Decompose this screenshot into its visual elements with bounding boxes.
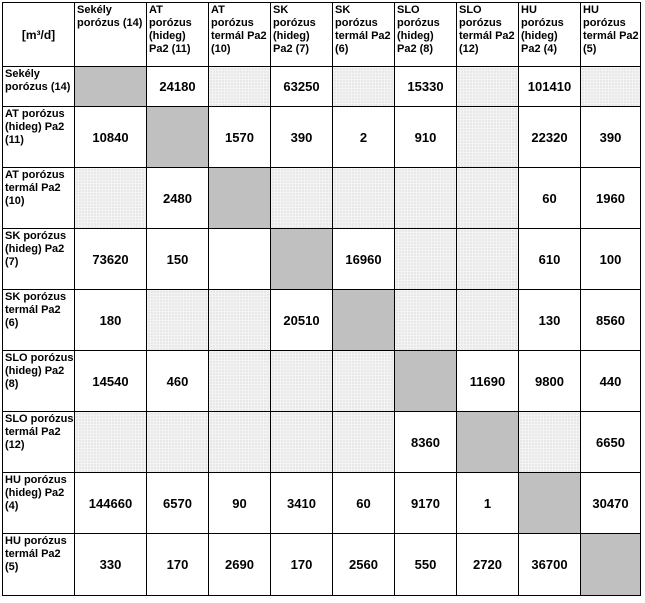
value-cell: 460 [147, 351, 209, 412]
table-row [3, 107, 641, 168]
flow-matrix-table [2, 2, 641, 596]
value-cell: 170 [147, 534, 209, 596]
value-cell: 1960 [581, 168, 641, 229]
value-cell: 73620 [75, 229, 147, 290]
column-header: SLO porózus termál Pa2 (12) [457, 3, 519, 67]
value-cell: 1 [457, 473, 519, 534]
no-data-cell [333, 67, 395, 107]
no-data-cell [333, 351, 395, 412]
value-cell: 6650 [581, 412, 641, 473]
value-cell: 610 [519, 229, 581, 290]
diagonal-cell [457, 412, 519, 473]
value-cell: 10840 [75, 107, 147, 168]
value-cell: 150 [147, 229, 209, 290]
no-data-cell [457, 67, 519, 107]
value-cell: 2720 [457, 534, 519, 596]
no-data-cell [209, 412, 271, 473]
no-data-cell [457, 290, 519, 351]
no-data-cell [75, 412, 147, 473]
value-cell: 14540 [75, 351, 147, 412]
diagonal-cell [395, 351, 457, 412]
column-header: SK porózus (hideg) Pa2 (7) [271, 3, 333, 67]
value-cell: 6570 [147, 473, 209, 534]
no-data-cell [457, 168, 519, 229]
value-cell: 170 [271, 534, 333, 596]
no-data-cell [519, 412, 581, 473]
row-header: Sekély porózus (14) [3, 67, 75, 107]
diagonal-cell [519, 473, 581, 534]
diagonal-cell [75, 67, 147, 107]
no-data-cell [581, 67, 641, 107]
table-row [3, 473, 641, 534]
diagonal-cell [209, 168, 271, 229]
unit-corner-cell: [m³/d] [3, 3, 75, 67]
row-header: AT porózus termál Pa2 (10) [3, 168, 75, 229]
column-header: HU porózus (hideg) Pa2 (4) [519, 3, 581, 67]
value-cell: 9170 [395, 473, 457, 534]
no-data-cell [333, 168, 395, 229]
table-row [3, 168, 641, 229]
no-data-cell [395, 229, 457, 290]
value-cell: 2560 [333, 534, 395, 596]
row-header: HU porózus termál Pa2 (5) [3, 534, 75, 596]
no-data-cell [271, 412, 333, 473]
no-data-cell [333, 412, 395, 473]
value-cell: 16960 [333, 229, 395, 290]
value-cell: 15330 [395, 67, 457, 107]
value-cell: 36700 [519, 534, 581, 596]
value-cell: 8560 [581, 290, 641, 351]
value-cell: 2690 [209, 534, 271, 596]
table-row [3, 67, 641, 107]
value-cell: 2 [333, 107, 395, 168]
header-row [3, 3, 641, 67]
row-header: SLO porózus (hideg) Pa2 (8) [3, 351, 75, 412]
value-cell: 60 [333, 473, 395, 534]
row-header: SK porózus termál Pa2 (6) [3, 290, 75, 351]
diagonal-cell [271, 229, 333, 290]
no-data-cell [395, 168, 457, 229]
value-cell: 2480 [147, 168, 209, 229]
table-row [3, 412, 641, 473]
value-cell: 101410 [519, 67, 581, 107]
value-cell: 9800 [519, 351, 581, 412]
value-cell: 24180 [147, 67, 209, 107]
no-data-cell [395, 290, 457, 351]
no-data-cell [209, 351, 271, 412]
no-data-cell [147, 412, 209, 473]
no-data-cell [457, 107, 519, 168]
value-cell: 330 [75, 534, 147, 596]
no-data-cell [457, 229, 519, 290]
value-cell: 30470 [581, 473, 641, 534]
diagonal-cell [333, 290, 395, 351]
diagonal-cell [147, 107, 209, 168]
value-cell: 60 [519, 168, 581, 229]
value-cell: 1570 [209, 107, 271, 168]
no-data-cell [271, 168, 333, 229]
value-cell: 90 [209, 473, 271, 534]
table-row [3, 290, 641, 351]
column-header: Sekély porózus (14) [75, 3, 147, 67]
row-header: HU porózus (hideg) Pa2 (4) [3, 473, 75, 534]
column-header: SLO porózus (hideg) Pa2 (8) [395, 3, 457, 67]
table-row [3, 229, 641, 290]
value-cell: 390 [271, 107, 333, 168]
value-cell: 8360 [395, 412, 457, 473]
row-header: SK porózus (hideg) Pa2 (7) [3, 229, 75, 290]
value-cell: 20510 [271, 290, 333, 351]
value-cell: 11690 [457, 351, 519, 412]
no-data-cell [271, 351, 333, 412]
table-row [3, 534, 641, 596]
value-cell: 144660 [75, 473, 147, 534]
column-header: HU porózus termál Pa2 (5) [581, 3, 641, 67]
value-cell: 22320 [519, 107, 581, 168]
matrix-body [3, 67, 641, 596]
value-cell: 910 [395, 107, 457, 168]
column-header: SK porózus termál Pa2 (6) [333, 3, 395, 67]
row-header: SLO porózus termál Pa2 (12) [3, 412, 75, 473]
value-cell: 3410 [271, 473, 333, 534]
diagonal-cell [581, 534, 641, 596]
value-cell: 130 [519, 290, 581, 351]
blank-cell [209, 229, 271, 290]
value-cell: 390 [581, 107, 641, 168]
column-header: AT porózus (hideg) Pa2 (11) [147, 3, 209, 67]
no-data-cell [209, 67, 271, 107]
table-row [3, 351, 641, 412]
no-data-cell [147, 290, 209, 351]
value-cell: 440 [581, 351, 641, 412]
column-header: AT porózus termál Pa2 (10) [209, 3, 271, 67]
no-data-cell [75, 168, 147, 229]
row-header: AT porózus (hideg) Pa2 (11) [3, 107, 75, 168]
no-data-cell [209, 290, 271, 351]
value-cell: 180 [75, 290, 147, 351]
value-cell: 63250 [271, 67, 333, 107]
value-cell: 100 [581, 229, 641, 290]
value-cell: 550 [395, 534, 457, 596]
